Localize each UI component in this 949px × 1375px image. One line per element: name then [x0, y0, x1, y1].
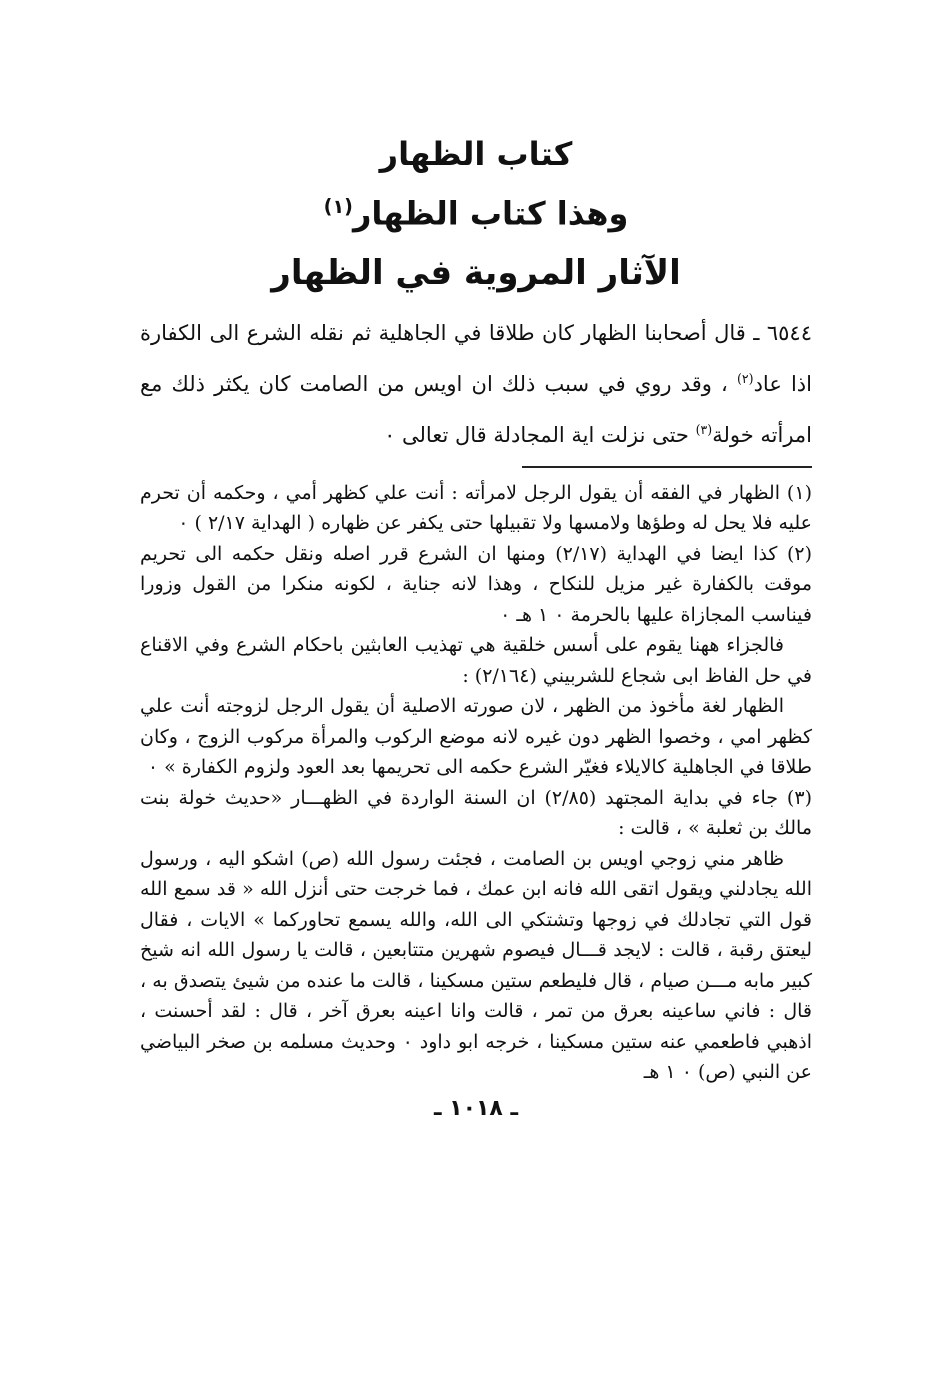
main-paragraph — [140, 311, 812, 458]
section-heading: الآثار المروية في الظهار — [271, 252, 681, 293]
page-number: ـ ١٠١٨ ـ — [433, 1095, 519, 1121]
footnote-3-continuation: ظاهر مني زوجي اويس بن الصامت ، فجئت رسول الله (ص) اشكو اليه ، ورسول الله يجادلني ويقول اتقى الله فانه ابن عمك ، فما خرجت حتى أنزل الله « قد سمع الله قول التي تجادلك في زوجها وتشتكي الى الله، والله يسمع تحاوركما » الايات ، فقال ليعتق رقبة ، قالت : لايجد قـــال فيصوم شهرين متتابعين ، قالت يا رسول الله انه شيخ كبير مابه مـــن صيام ، قال فليطعم ستين مسكينا ، قالت ما عنده من شيئ يتصدق به ، قال : فاني ساعينه بعرق من تمر ، قالت وانا اعينه بعرق آخر ، قال : لقد أحسنت ، اذهبي فاطعمي عنه ستين مسكينا ، خرجه ابو داود ٠ وحديث مسلمه بن صخر البياضي عن النبي (ص) ٠ ١ هـ — [140, 847, 812, 1084]
footnote-ref-2: (٢) — [736, 370, 754, 386]
main-text-part-1: ٦٥٤٤ ـ قال أصحابنا الظهار كان طلاقا في الجاهلية ثم نقله الشرع الى الكفارة اذا عاد — [140, 320, 812, 396]
subtitle-text: وهذا كتاب الظهار — [352, 194, 629, 233]
footnote-2-continuation-a: فالجزاء ههنا يقوم على أسس خلقية هي تهذيب العابثين باحكام الشرع وفي الاقناع في حل الفاظ ابى شجاع للشربيني (٢/١٦٤) : — [140, 634, 812, 687]
footnote-3: (٣) جاء في بداية المجتهد (٢/٨٥) ان السنة الواردة في الظهـــار «حديث خولة بنت مالك بن ثعلبة » ، قالت : — [140, 786, 812, 840]
main-text-part-2: ، وقد روي في سبب ذلك ان اويس من الصامت كان يكثر ذلك مع امرأته خولة — [140, 371, 812, 447]
footnote-ref-1: (١) — [323, 195, 353, 218]
book-title: كتاب الظهار — [379, 135, 573, 173]
footnote-1: (١) الظهار في الفقه أن يقول الرجل لامرأته : أنت علي كظهر أمي ، وحكمه أن تحرم عليه فلا يحل له وطؤها ولامسها ولا تقبيلها حتى يكفر عن ظهاره ( الهداية ٢/١٧ ) ٠ — [140, 481, 812, 535]
main-text-part-3: حتى نزلت اية المجادلة قال تعالى ٠ — [384, 422, 689, 447]
book-subtitle — [140, 178, 812, 243]
footnote-ref-3: (٣) — [695, 421, 713, 437]
footnote-2: (٢) كذا ايضا في الهداية (٢/١٧) ومنها ان الشرع قرر اصله ونقل حكمه الى تحريم موقت بالكفارة غير مزيل للنكاح ، وهذا لانه جناية ، لكونه منكرا من القول وزورا فيناسب المجازاة عليها بالحرمة ٠ ١ هـ ٠ — [140, 542, 812, 626]
text-area — [140, 130, 812, 1121]
footnote-2-continuation-b: الظهار لغة مأخوذ من الظهر ، لان صورته الاصلية أن يقول الرجل لزوجته أنت علي كظهر امي ، وخصوا الظهر دون غيره لانه موضع الركوب والمرأة مركوب الزوج ، وكان طلاقا في الجاهلية كالايلاء فغيّر الشرع حكمه الى تحريمها بعد العود ولزوم الكفارة » ٠ — [140, 695, 812, 779]
footnote-separator — [522, 466, 812, 468]
